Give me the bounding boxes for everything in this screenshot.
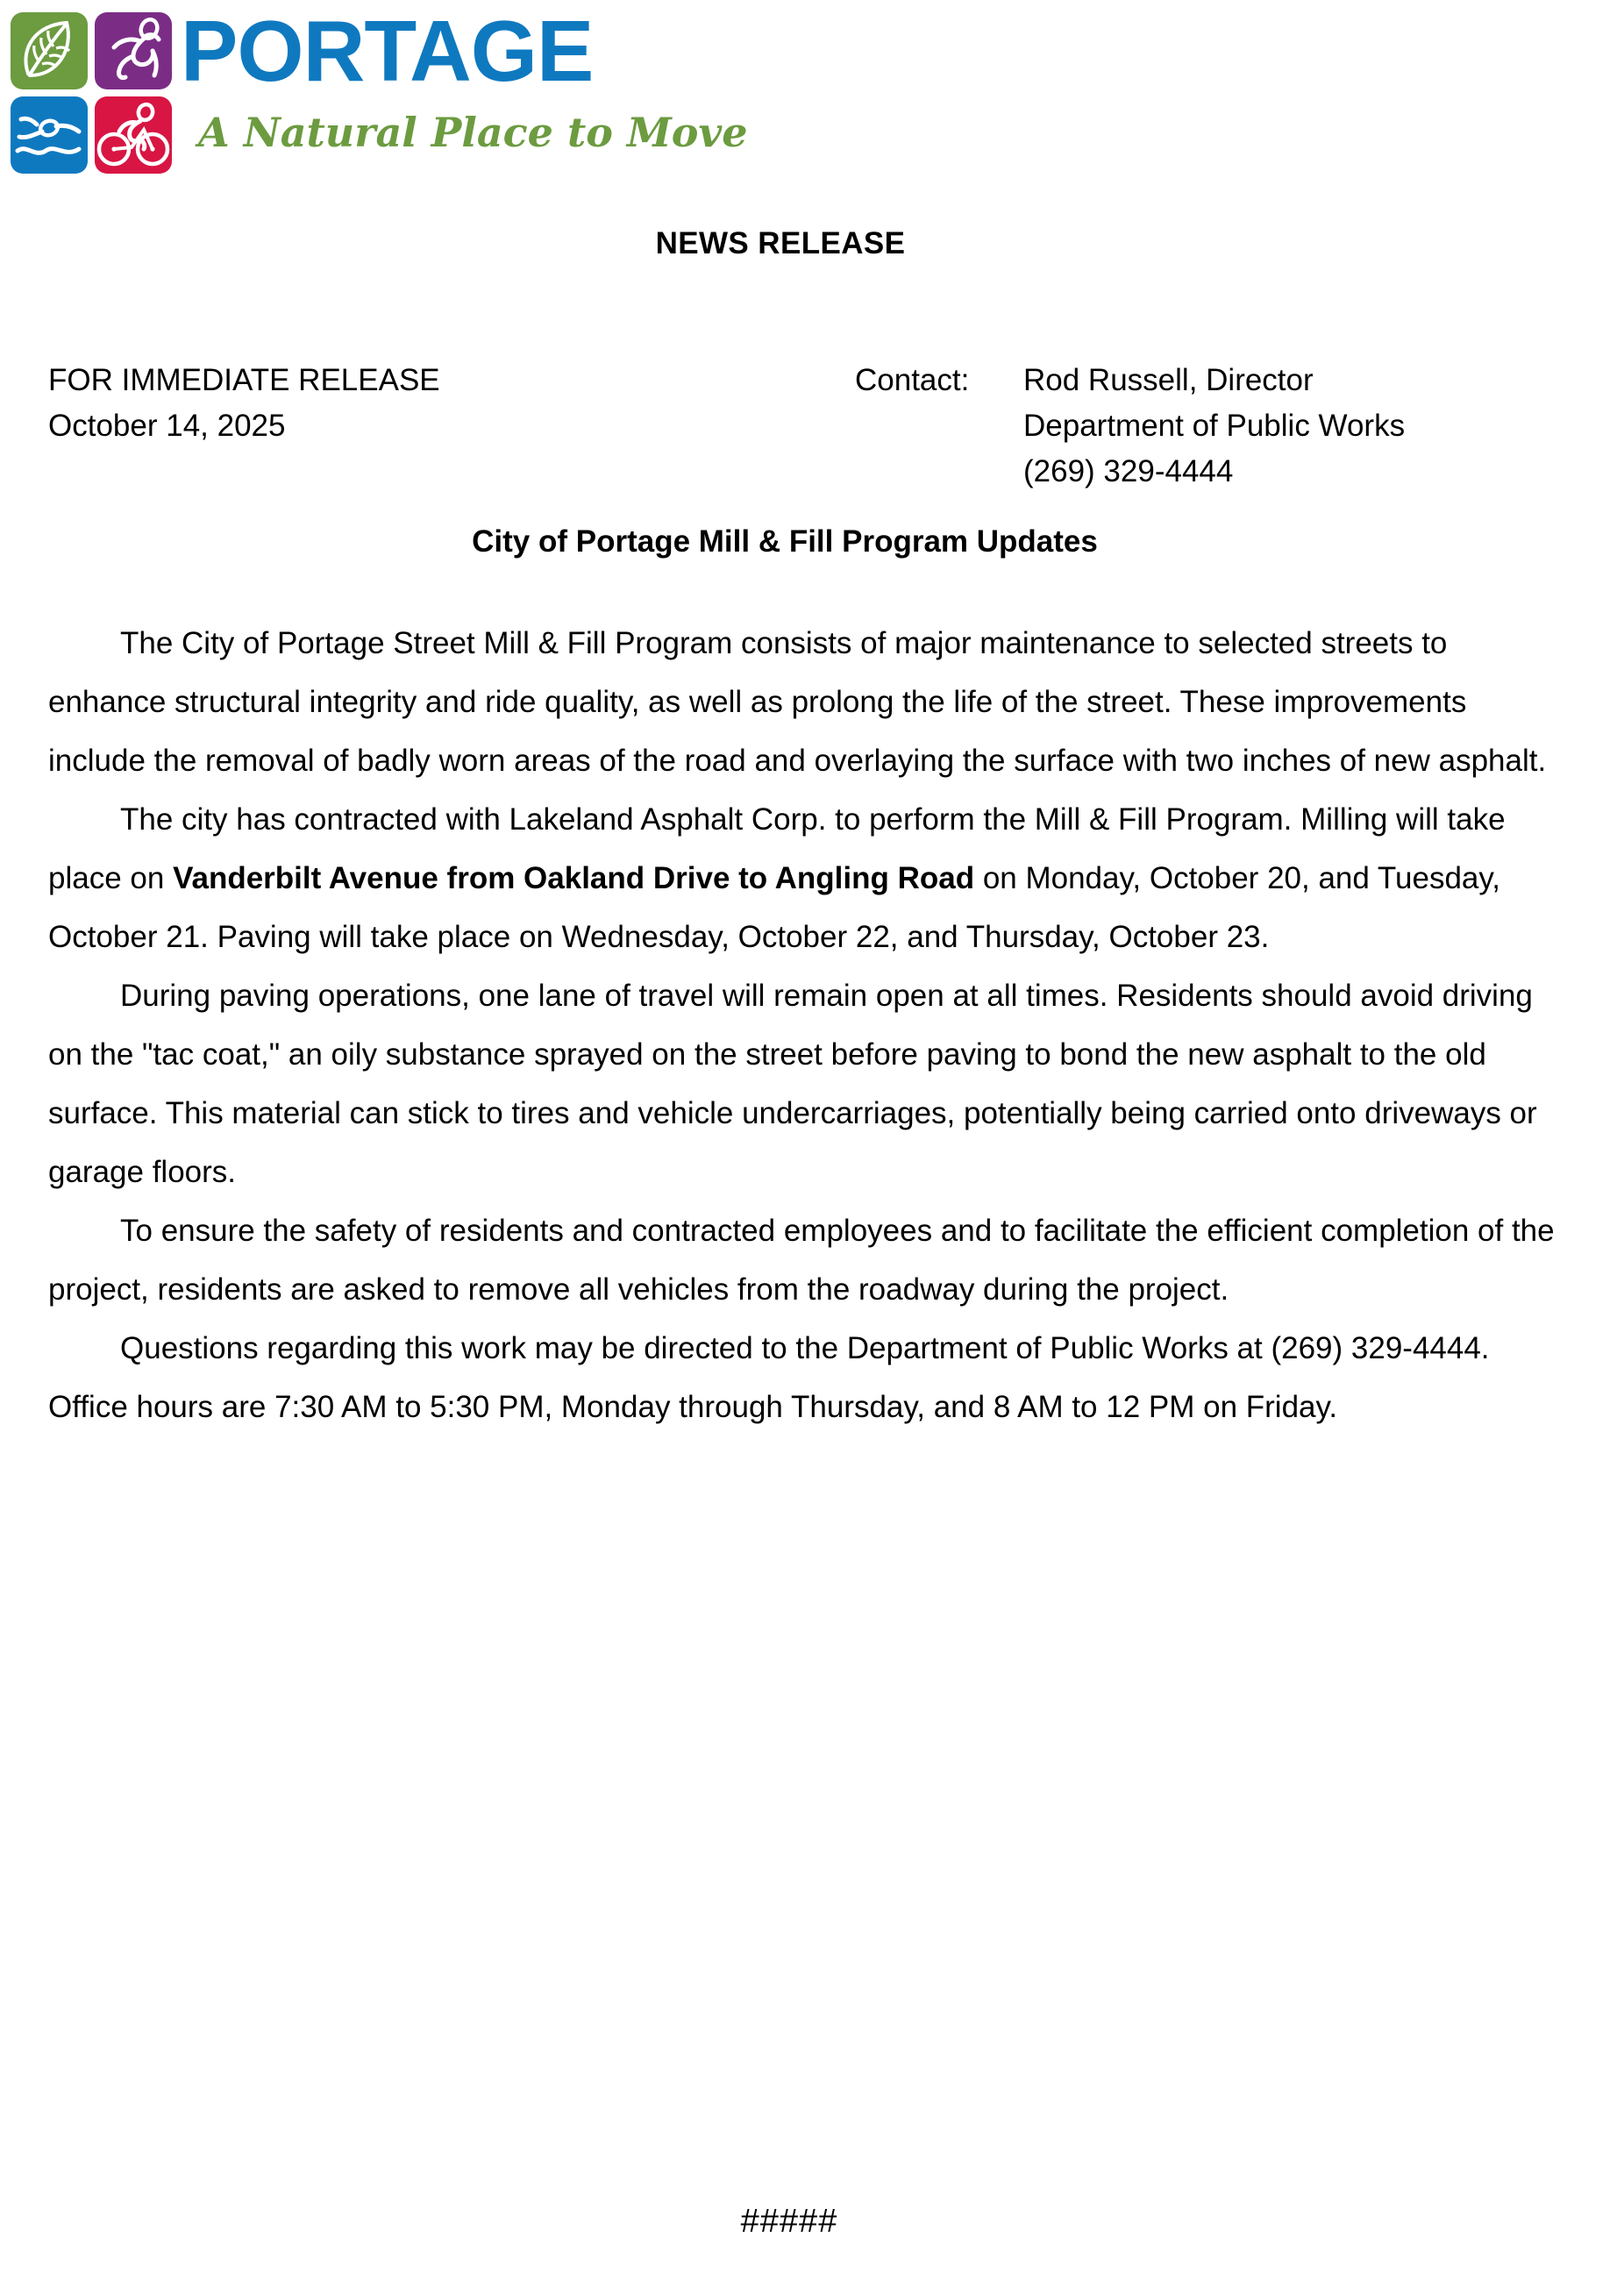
contact-name-line — [855, 358, 1405, 403]
paragraph-5: Questions regarding this work may be directed to the Department of Public Works at (269) 329-4444. Office hours are 7:30 AM to 5:30 PM, Monday through Thursday, and 8 AM to 12 PM on Friday. — [48, 1331, 1490, 1424]
runner-icon — [95, 12, 172, 89]
swimmer-icon — [11, 96, 88, 174]
portage-logo — [7, 3, 748, 177]
paragraph-4: To ensure the safety of residents and contracted employees and to facilitate the efficient completion of the project, residents are asked to remove all vehicles from the roadway during the project. — [48, 1214, 1555, 1307]
portage-tagline: A Natural Place to Move — [198, 109, 748, 156]
paragraph-1: The City of Portage Street Mill & Fill Program consists of major maintenance to selected streets to enhance structural integrity and ride quality, as well as prolong the life of the street. These improvements include the removal of badly worn areas of the road and overlaying the surface with two inches of new asphalt. — [48, 626, 1547, 778]
contact-label: Contact: — [855, 363, 970, 397]
news-release-heading: NEWS RELEASE — [655, 226, 906, 260]
release-left-block — [48, 358, 440, 449]
paragraph-2-part-b: on Monday, October 20, and Tuesday, October 21. Paving will take place on Wednesday, October 22, and Thursday, October 23. — [48, 861, 1500, 954]
immediate-release-label: FOR IMMEDIATE RELEASE — [48, 363, 440, 397]
leaf-icon — [11, 12, 88, 89]
paragraph-2 — [48, 790, 1565, 966]
paragraph-2-part-a: The city has contracted with Lakeland Asphalt Corp. to perform the Mill & Fill Program. Milling will take place on — [48, 802, 1506, 895]
portage-wordmark: PORTAGE — [181, 3, 594, 99]
page-title: City of Portage Mill & Fill Program Updates — [472, 524, 1098, 559]
paragraph-3: During paving operations, one lane of travel will remain open at all times. Residents should avoid driving on the "tac coat," an oily substance sprayed on the street before paving to bond the new asphalt to the old surface. This material can stick to tires and vehicle undercarriages, potentially being carried onto driveways or garage floors. — [48, 979, 1537, 1189]
release-body — [48, 614, 1565, 1436]
end-mark: ##### — [740, 2203, 838, 2240]
cyclist-icon — [95, 96, 172, 174]
release-date: October 14, 2025 — [48, 409, 286, 443]
contact-department-line — [855, 403, 1405, 449]
contact-block — [855, 358, 1405, 495]
contact-department: Department of Public Works — [1023, 409, 1406, 443]
contact-phone-line — [855, 449, 1405, 495]
contact-phone: (269) 329-4444 — [1023, 454, 1234, 488]
contact-name: Rod Russell, Director — [1023, 363, 1314, 397]
paragraph-2-bold-location: Vanderbilt Avenue from Oakland Drive to Angling Road — [173, 861, 975, 895]
logo-icon-grid — [11, 12, 174, 175]
